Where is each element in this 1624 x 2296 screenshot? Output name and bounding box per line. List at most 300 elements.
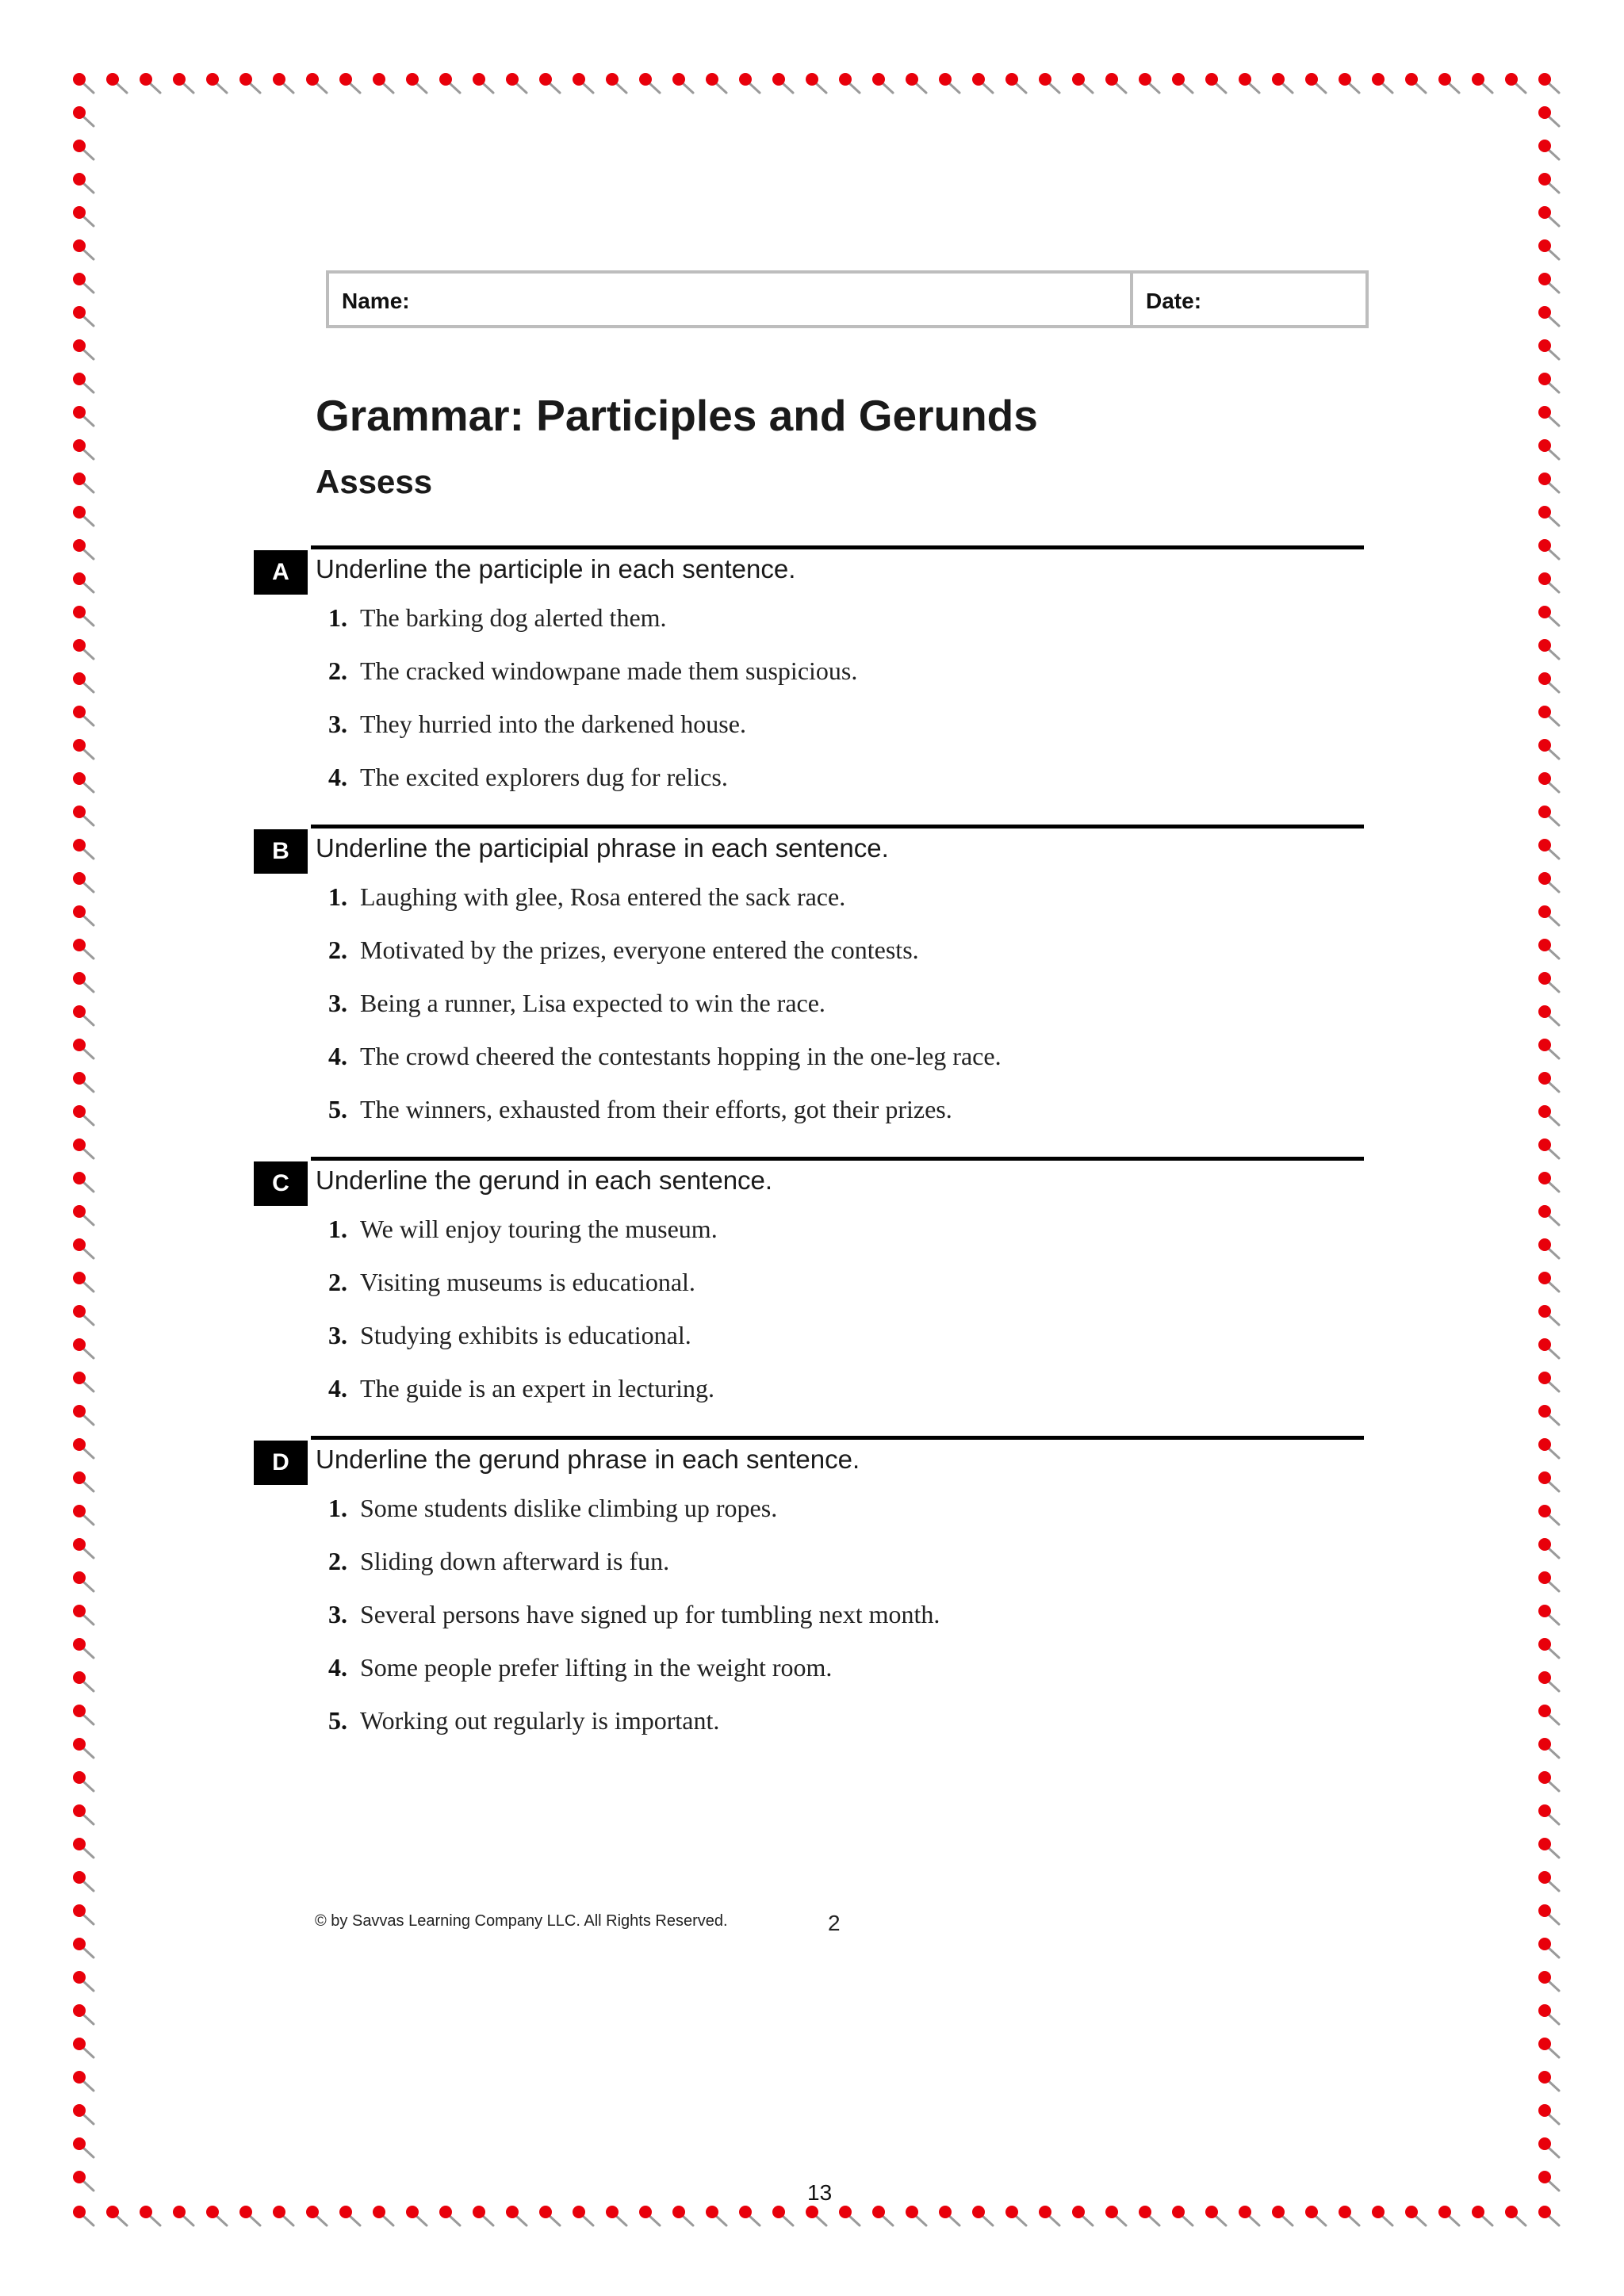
border-dot-tail: [383, 2216, 393, 2225]
border-dot: [1538, 1671, 1551, 1684]
border-dot-tail: [117, 2216, 127, 2225]
border-dot: [73, 772, 86, 785]
item-text: Laughing with glee, Rosa entered the sack race.: [360, 882, 846, 911]
border-dot-tail: [1549, 1016, 1559, 1025]
border-dot-tail: [83, 1881, 94, 1891]
border-dot: [1538, 140, 1551, 152]
border-dot: [1538, 1804, 1551, 1817]
border-dot: [872, 73, 885, 86]
border-dot-tail: [849, 2216, 860, 2225]
border-dot: [1538, 1438, 1551, 1451]
border-dot: [1538, 1505, 1551, 1517]
border-dot-tail: [1549, 783, 1559, 792]
border-dot-tail: [83, 1848, 94, 1858]
border-dot-tail: [1249, 2216, 1259, 2225]
item-text: The guide is an expert in lecturing.: [360, 1374, 714, 1402]
border-dot-tail: [183, 83, 193, 93]
sentence-item: [328, 1547, 669, 1576]
item-number: 4.: [328, 1374, 347, 1402]
border-dot: [1472, 2206, 1484, 2218]
border-dot-tail: [83, 2181, 94, 2191]
border-dot: [73, 1338, 86, 1351]
border-dot-tail: [783, 83, 793, 93]
page-title: Grammar: Participles and Gerunds: [316, 391, 1038, 440]
border-dot-tail: [83, 2048, 94, 2057]
border-dot-tail: [1549, 250, 1559, 259]
border-dot: [73, 1505, 86, 1517]
sentence-item: [328, 1494, 777, 1523]
item-text: The barking dog alerted them.: [360, 603, 667, 632]
border-dot: [73, 539, 86, 552]
border-dot-tail: [83, 1115, 94, 1125]
border-dot: [1538, 1838, 1551, 1850]
border-dot-tail: [783, 2216, 793, 2225]
border-dot: [672, 2206, 685, 2218]
border-dot-tail: [216, 2216, 227, 2225]
border-dot-tail: [1549, 1981, 1559, 1991]
border-dot-tail: [1549, 1515, 1559, 1525]
border-dot-tail: [1549, 1215, 1559, 1225]
border-dot: [839, 2206, 852, 2218]
border-dot: [73, 1738, 86, 1751]
border-dot: [1538, 239, 1551, 252]
border-dot-tail: [1415, 2216, 1426, 2225]
border-dot-tail: [516, 83, 527, 93]
border-dot: [1538, 1205, 1551, 1218]
border-dot-tail: [83, 1981, 94, 1991]
border-dot-tail: [83, 2081, 94, 2091]
border-dot-tail: [483, 83, 493, 93]
border-dot: [73, 1904, 86, 1917]
border-dot-tail: [216, 83, 227, 93]
border-dot-tail: [416, 2216, 427, 2225]
item-text: Several persons have signed up for tumbling next month.: [360, 1600, 940, 1628]
border-dot: [1538, 706, 1551, 718]
border-dot-tail: [1549, 1815, 1559, 1824]
border-dot: [1039, 73, 1051, 86]
border-dot: [772, 73, 785, 86]
border-dot: [1538, 2171, 1551, 2183]
border-dot: [1139, 2206, 1151, 2218]
border-dot: [73, 639, 86, 652]
item-text: Working out regularly is important.: [360, 1706, 720, 1735]
border-dot-tail: [1549, 516, 1559, 526]
border-dot-tail: [1549, 1848, 1559, 1858]
border-dot-tail: [83, 1482, 94, 1491]
border-dot-tail: [83, 1448, 94, 1458]
border-dot: [1538, 672, 1551, 685]
border-dot: [1039, 2206, 1051, 2218]
border-dot: [1405, 73, 1418, 86]
border-dot-tail: [83, 283, 94, 293]
border-dot-tail: [1316, 2216, 1326, 2225]
border-dot-tail: [83, 683, 94, 692]
border-dot-tail: [1549, 982, 1559, 992]
item-text: Studying exhibits is educational.: [360, 1321, 691, 1349]
item-text: The crowd cheered the contestants hopping in the one-leg race.: [360, 1042, 1002, 1070]
date-field[interactable]: [1133, 274, 1365, 325]
border-dot: [73, 2071, 86, 2084]
border-dot: [1538, 1904, 1551, 1917]
border-dot: [73, 1538, 86, 1551]
border-dot: [73, 140, 86, 152]
border-dot: [73, 1705, 86, 1717]
border-dot: [73, 839, 86, 851]
border-dot-tail: [1549, 683, 1559, 692]
border-dot: [73, 606, 86, 618]
border-dot-tail: [1415, 83, 1426, 93]
border-dot: [73, 173, 86, 186]
item-text: Some students dislike climbing up ropes.: [360, 1494, 778, 1522]
border-dot: [1005, 2206, 1018, 2218]
border-dot: [1538, 939, 1551, 951]
border-dot: [739, 73, 752, 86]
border-dot: [1339, 73, 1351, 86]
footer-page-number: 2: [828, 1911, 841, 1935]
border-dot-tail: [1515, 2216, 1526, 2225]
border-dot-tail: [616, 83, 626, 93]
border-dot-tail: [916, 83, 926, 93]
border-dot-tail: [1549, 916, 1559, 925]
item-text: Sliding down afterward is fun.: [360, 1547, 670, 1575]
border-dot-tail: [1549, 1115, 1559, 1125]
item-text: Visiting museums is educational.: [360, 1268, 695, 1296]
border-dot: [539, 2206, 552, 2218]
item-number: 1.: [328, 882, 347, 911]
item-text: Some people prefer lifting in the weight room.: [360, 1653, 833, 1682]
border-dot: [573, 73, 585, 86]
border-dot-tail: [83, 250, 94, 259]
border-dot: [1538, 1305, 1551, 1318]
border-dot-tail: [1549, 1582, 1559, 1591]
item-number: 3.: [328, 989, 347, 1017]
border-dot-tail: [1549, 1548, 1559, 1558]
border-dot: [672, 73, 685, 86]
border-dot-tail: [83, 882, 94, 892]
border-dot-tail: [1549, 583, 1559, 592]
item-number: 1.: [328, 603, 347, 632]
border-dot: [1538, 373, 1551, 385]
sentence-item: [328, 1215, 718, 1244]
item-number: 2.: [328, 1268, 347, 1296]
section-instruction: Underline the gerund phrase in each sentence.: [316, 1445, 860, 1474]
border-dot-tail: [749, 83, 760, 93]
page-subtitle: Assess: [316, 463, 433, 500]
border-dot: [806, 73, 818, 86]
border-dot-tail: [1549, 183, 1559, 193]
border-dot: [1538, 2137, 1551, 2150]
border-dot-tail: [1549, 483, 1559, 492]
item-number: 1.: [328, 1494, 347, 1522]
border-dot-tail: [649, 83, 660, 93]
border-dot: [473, 2206, 485, 2218]
border-dot: [1105, 2206, 1118, 2218]
border-dot: [1538, 1871, 1551, 1884]
item-text: The cracked windowpane made them suspicious.: [360, 656, 858, 685]
border-dot-tail: [1549, 383, 1559, 392]
item-number: 2.: [328, 936, 347, 964]
border-dot-tail: [316, 2216, 327, 2225]
border-dot-tail: [83, 1515, 94, 1525]
border-dot-tail: [83, 1049, 94, 1058]
border-dot: [73, 972, 86, 985]
border-dot-tail: [83, 2114, 94, 2124]
border-dot-tail: [1382, 83, 1392, 93]
border-dot-tail: [1282, 83, 1293, 93]
border-dot-tail: [83, 749, 94, 759]
border-dot-tail: [83, 1182, 94, 1192]
border-dot-tail: [83, 1349, 94, 1358]
border-dot-tail: [1549, 2015, 1559, 2024]
item-number: 3.: [328, 710, 347, 738]
sentence-item: [328, 1268, 695, 1297]
border-dot-tail: [1549, 1648, 1559, 1658]
border-dot-tail: [83, 849, 94, 859]
border-dot: [1538, 2038, 1551, 2050]
border-dot-tail: [1549, 1915, 1559, 1924]
border-dot: [706, 73, 718, 86]
border-dot-tail: [1549, 816, 1559, 825]
border-dot-tail: [1549, 1249, 1559, 1258]
border-dot: [1538, 1971, 1551, 1984]
border-dot-tail: [1549, 2048, 1559, 2057]
border-dot: [1538, 273, 1551, 285]
border-dot: [73, 2104, 86, 2117]
section-instruction: Underline the gerund in each sentence.: [316, 1165, 773, 1195]
border-dot: [273, 73, 285, 86]
border-dot-tail: [1549, 1448, 1559, 1458]
border-dot-tail: [716, 2216, 726, 2225]
border-dot: [639, 73, 652, 86]
border-dot: [1538, 606, 1551, 618]
border-dot-tail: [1549, 2148, 1559, 2157]
border-dot-tail: [1549, 1948, 1559, 1957]
border-dot-tail: [316, 83, 327, 93]
border-dot-tail: [1549, 949, 1559, 959]
border-dot: [906, 73, 918, 86]
border-dot: [972, 2206, 985, 2218]
border-dot: [73, 1605, 86, 1617]
border-dot-tail: [83, 1249, 94, 1258]
border-dot: [73, 273, 86, 285]
border-dot-tail: [1549, 1182, 1559, 1192]
border-dot-tail: [1549, 2216, 1559, 2225]
section-letter-badge: B: [254, 829, 308, 874]
border-dot: [1339, 2206, 1351, 2218]
border-dot: [1538, 1471, 1551, 1484]
border-dot: [1438, 73, 1451, 86]
border-dot-tail: [83, 516, 94, 526]
border-dot-tail: [83, 1016, 94, 1025]
border-dot-tail: [1149, 83, 1159, 93]
border-dot: [73, 1039, 86, 1051]
border-dot: [1538, 1072, 1551, 1085]
border-dot: [1538, 206, 1551, 219]
border-dot: [73, 1804, 86, 1817]
border-dot-tail: [1549, 283, 1559, 293]
border-dot: [306, 73, 319, 86]
sentence-item: [328, 989, 825, 1018]
border-dot-tail: [83, 1715, 94, 1724]
border-dot-tail: [816, 2216, 826, 2225]
border-dot: [1438, 2206, 1451, 2218]
border-dot-tail: [83, 383, 94, 392]
border-dot: [73, 1571, 86, 1584]
border-dot-tail: [883, 2216, 893, 2225]
section-rule: [311, 825, 1364, 828]
border-dot-tail: [1549, 1315, 1559, 1325]
border-dot-tail: [83, 1548, 94, 1558]
border-dot: [1538, 406, 1551, 419]
border-dot: [1505, 73, 1518, 86]
border-dot: [73, 239, 86, 252]
border-dot-tail: [1549, 1748, 1559, 1758]
border-dot-tail: [683, 83, 693, 93]
border-dot-tail: [83, 549, 94, 559]
sentence-item: [328, 710, 746, 739]
border-dot-tail: [1549, 616, 1559, 626]
border-dot-tail: [1216, 83, 1226, 93]
border-dot-tail: [83, 1781, 94, 1791]
border-dot-tail: [1249, 83, 1259, 93]
border-dot-tail: [283, 83, 293, 93]
border-dot-tail: [83, 316, 94, 326]
border-dot-tail: [350, 83, 360, 93]
border-dot: [73, 1205, 86, 1218]
border-dot: [1538, 506, 1551, 519]
border-dot: [73, 1438, 86, 1451]
border-dot-tail: [250, 83, 260, 93]
section-letter-badge: D: [254, 1441, 308, 1485]
section-rule: [311, 545, 1364, 549]
border-dot: [772, 2206, 785, 2218]
border-dot: [1538, 106, 1551, 119]
border-dot-tail: [1549, 2181, 1559, 2191]
border-dot: [1538, 972, 1551, 985]
border-dot: [73, 2137, 86, 2150]
sentence-item: [328, 1653, 832, 1682]
border-dot: [706, 2206, 718, 2218]
border-dot-tail: [982, 83, 993, 93]
item-text: The winners, exhausted from their efforts, got their prizes.: [360, 1095, 952, 1123]
border-dot-tail: [283, 2216, 293, 2225]
border-dot: [1538, 1738, 1551, 1751]
border-dot: [73, 706, 86, 718]
border-dot: [73, 1072, 86, 1085]
border-dot: [1372, 73, 1385, 86]
section-rule: [311, 1157, 1364, 1161]
border-dot: [1372, 2206, 1385, 2218]
border-dot: [73, 1238, 86, 1251]
border-dot: [406, 73, 419, 86]
border-dot: [106, 2206, 119, 2218]
border-dot: [1139, 73, 1151, 86]
border-dot: [73, 572, 86, 585]
item-number: 4.: [328, 1042, 347, 1070]
border-dot: [73, 2038, 86, 2050]
border-dot-tail: [83, 1815, 94, 1824]
border-dot: [273, 2206, 285, 2218]
border-dot: [1538, 905, 1551, 918]
border-dot-tail: [1549, 117, 1559, 126]
border-dot-tail: [616, 2216, 626, 2225]
item-number: 4.: [328, 1653, 347, 1682]
section-letter-badge: C: [254, 1161, 308, 1206]
border-dot-tail: [1549, 649, 1559, 659]
border-dot: [506, 2206, 519, 2218]
border-dot: [606, 73, 619, 86]
name-field[interactable]: [329, 274, 1133, 325]
border-dot-tail: [550, 83, 560, 93]
border-dot-tail: [83, 1582, 94, 1591]
border-dot: [1272, 2206, 1285, 2218]
border-dot-tail: [383, 83, 393, 93]
border-dot: [1538, 839, 1551, 851]
border-dot-tail: [1116, 83, 1126, 93]
border-dot-tail: [1549, 150, 1559, 159]
border-dot: [1538, 1338, 1551, 1351]
border-dot: [73, 1871, 86, 1884]
sentence-item: [328, 763, 728, 792]
border-dot-tail: [1549, 450, 1559, 459]
item-text: Being a runner, Lisa expected to win the race.: [360, 989, 825, 1017]
border-dot: [73, 1305, 86, 1318]
border-dot-tail: [1549, 1082, 1559, 1092]
border-dot-tail: [1549, 2081, 1559, 2091]
border-dot-tail: [1116, 2216, 1126, 2225]
border-dot-tail: [83, 783, 94, 792]
border-dot: [539, 73, 552, 86]
border-dot: [1538, 639, 1551, 652]
border-dot-tail: [1549, 316, 1559, 326]
border-dot: [1538, 1138, 1551, 1151]
border-dot: [1538, 1605, 1551, 1617]
border-dot-tail: [150, 83, 160, 93]
border-dot-tail: [83, 816, 94, 825]
border-dot: [1538, 2104, 1551, 2117]
border-dot: [1405, 2206, 1418, 2218]
border-dot-tail: [583, 2216, 593, 2225]
border-dot: [1538, 1172, 1551, 1184]
border-dot-tail: [883, 83, 893, 93]
border-dot-tail: [83, 483, 94, 492]
border-dot: [73, 106, 86, 119]
border-dot: [73, 2206, 86, 2218]
item-number: 2.: [328, 656, 347, 685]
border-dot: [1538, 739, 1551, 752]
border-dot-tail: [1016, 2216, 1026, 2225]
border-dot-tail: [1216, 2216, 1226, 2225]
border-dot: [606, 2206, 619, 2218]
border-dot: [73, 1005, 86, 1018]
border-dot-tail: [1016, 83, 1026, 93]
border-dot-tail: [1182, 83, 1193, 93]
border-dot-tail: [83, 649, 94, 659]
border-dot-tail: [83, 1948, 94, 1957]
border-dot: [1239, 73, 1251, 86]
border-dot: [1538, 1105, 1551, 1118]
border-dot-tail: [1182, 2216, 1193, 2225]
item-text: The excited explorers dug for relics.: [360, 763, 728, 791]
border-dot: [1472, 73, 1484, 86]
border-dot: [1072, 73, 1085, 86]
border-dot: [73, 1105, 86, 1118]
border-dot-tail: [1082, 2216, 1093, 2225]
border-dot-tail: [1549, 749, 1559, 759]
item-text: We will enjoy touring the museum.: [360, 1215, 718, 1243]
section-instruction: Underline the participle in each sentence.: [316, 554, 796, 584]
border-dot: [1205, 2206, 1218, 2218]
